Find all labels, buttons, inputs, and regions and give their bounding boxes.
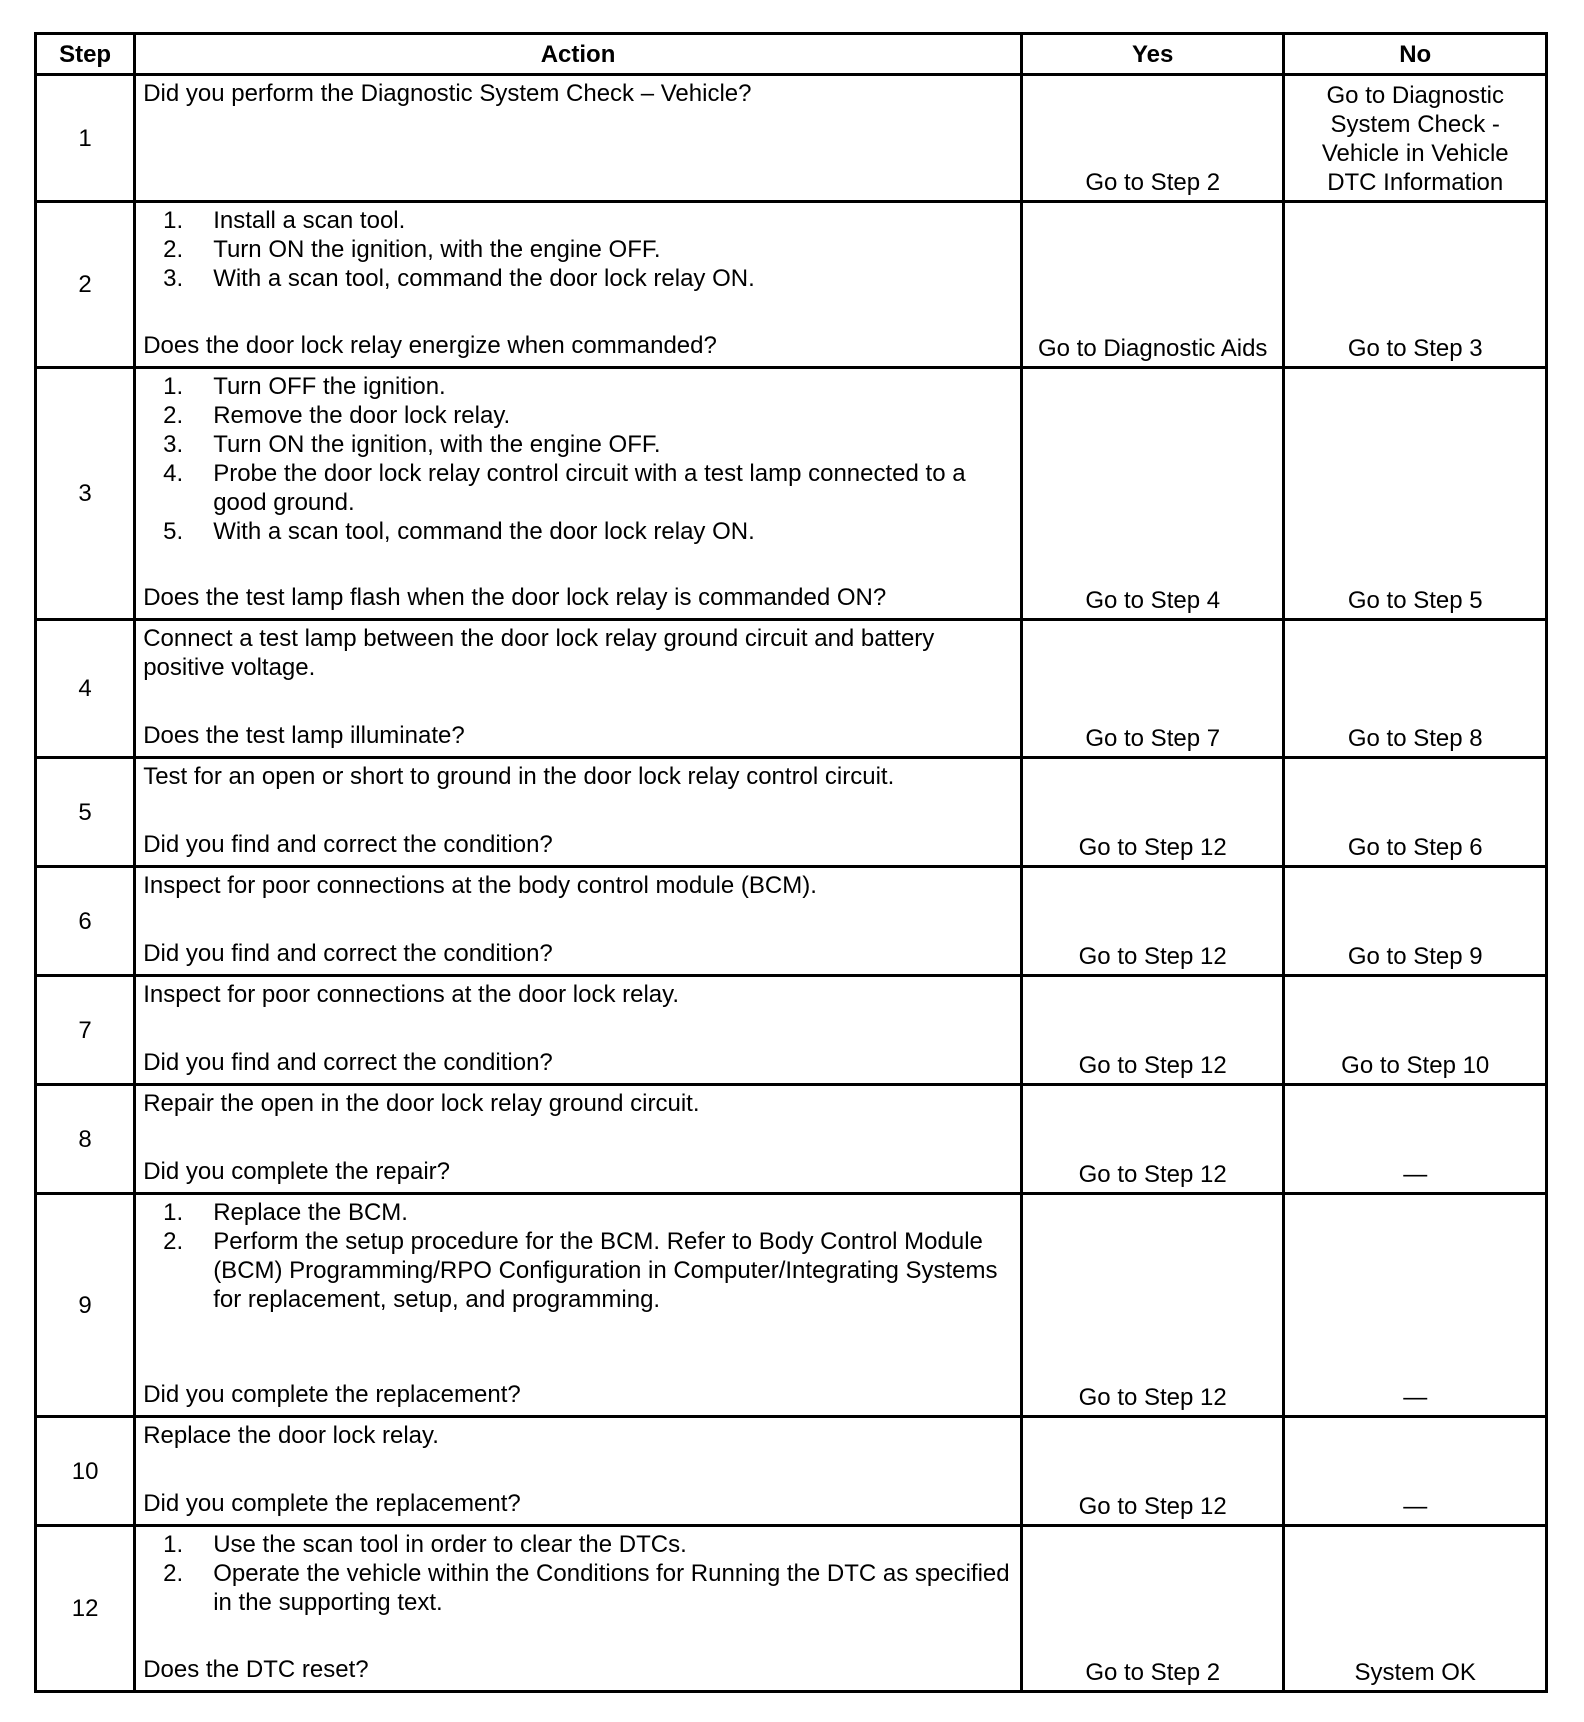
table-row [36, 202, 1547, 368]
action-cell [135, 867, 1022, 976]
step-number: 4 [36, 620, 135, 758]
no-result: Go to Step 8 [1284, 620, 1547, 758]
no-result: Go to Step 6 [1284, 758, 1547, 867]
action-intro: Replace the door lock relay. [143, 1422, 439, 1449]
list-item [143, 430, 1013, 459]
action-question: Did you find and correct the condition? [143, 1049, 553, 1076]
step-number: 10 [36, 1417, 135, 1526]
action-instructions [143, 980, 1013, 1009]
action-content [143, 1198, 1013, 1409]
yes-result: Go to Step 12 [1021, 976, 1284, 1085]
list-item-number: 2. [163, 236, 184, 263]
table-row [36, 1417, 1547, 1526]
yes-result: Go to Step 12 [1021, 1194, 1284, 1417]
table-row [36, 1194, 1547, 1417]
list-item-text: Install a scan tool. [213, 207, 406, 234]
header-yes: Yes [1021, 34, 1284, 75]
action-cell [135, 1085, 1022, 1194]
action-question: Did you complete the repair? [143, 1158, 451, 1185]
list-item-number: 2. [163, 402, 184, 429]
list-item-text: Replace the BCM. [213, 1199, 408, 1226]
action-content [143, 1089, 1013, 1186]
action-instructions [143, 79, 1013, 108]
action-instructions [143, 1530, 1013, 1617]
step-number: 1 [36, 75, 135, 202]
no-result: — [1284, 1194, 1547, 1417]
list-item-text: Turn OFF the ignition. [213, 373, 446, 400]
table-row [36, 1085, 1547, 1194]
list-item-number: 2. [163, 1560, 184, 1587]
table-row [36, 867, 1547, 976]
action-instructions [143, 762, 1013, 791]
action-instructions [143, 1421, 1013, 1450]
action-intro: Inspect for poor connections at the door lock relay. [143, 981, 680, 1008]
no-result: System OK [1284, 1526, 1547, 1692]
list-item [143, 517, 1013, 546]
action-question: Did you find and correct the condition? [143, 831, 553, 858]
action-cell [135, 1417, 1022, 1526]
no-result: Go to Step 10 [1284, 976, 1547, 1085]
table-body [36, 75, 1547, 1692]
header-action: Action [135, 34, 1022, 75]
no-result: — [1284, 1085, 1547, 1194]
yes-result: Go to Step 7 [1021, 620, 1284, 758]
action-cell [135, 75, 1022, 202]
action-instructions [143, 372, 1013, 546]
action-steps-list [143, 372, 1013, 546]
list-item-text: Remove the door lock relay. [213, 402, 511, 429]
list-item-text: Perform the setup procedure for the BCM. Refer to Body Control Module (BCM) Programming/RPO Configuration in Computer/Integrating Systems for replacement, setup, and programming. [213, 1228, 998, 1313]
action-intro: Inspect for poor connections at the body control module (BCM). [143, 872, 817, 899]
action-content [143, 206, 1013, 360]
action-question: Does the test lamp illuminate? [143, 722, 465, 749]
step-number: 5 [36, 758, 135, 867]
step-number: 7 [36, 976, 135, 1085]
action-cell [135, 1194, 1022, 1417]
action-intro: Test for an open or short to ground in the door lock relay control circuit. [143, 763, 895, 790]
table-row [36, 758, 1547, 867]
action-intro: Repair the open in the door lock relay ground circuit. [143, 1090, 700, 1117]
table-row [36, 1526, 1547, 1692]
yes-result: Go to Step 12 [1021, 867, 1284, 976]
list-item-text: Turn ON the ignition, with the engine OFF. [213, 236, 661, 263]
list-item [143, 1198, 1013, 1227]
list-item-text: With a scan tool, command the door lock relay ON. [213, 265, 755, 292]
action-cell [135, 1526, 1022, 1692]
action-content [143, 79, 1013, 194]
action-content [143, 1421, 1013, 1518]
no-result: Go to Step 3 [1284, 202, 1547, 368]
list-item-number: 1. [163, 1531, 184, 1558]
action-content [143, 624, 1013, 750]
action-steps-list [143, 1530, 1013, 1617]
action-content [143, 871, 1013, 968]
action-instructions [143, 1198, 1013, 1314]
list-item-text: Operate the vehicle within the Conditions for Running the DTC as specified in the supporting text. [213, 1560, 1010, 1616]
action-question: Does the DTC reset? [143, 1656, 369, 1683]
yes-result: Go to Step 12 [1021, 758, 1284, 867]
yes-result: Go to Step 12 [1021, 1085, 1284, 1194]
list-item-number: 5. [163, 518, 184, 545]
action-steps-list [143, 1198, 1013, 1314]
yes-result: Go to Step 2 [1021, 75, 1284, 202]
no-result: — [1284, 1417, 1547, 1526]
table-row [36, 75, 1547, 202]
header-row [36, 34, 1547, 75]
list-item [143, 206, 1013, 235]
table-row [36, 976, 1547, 1085]
header-no: No [1284, 34, 1547, 75]
list-item-number: 2. [163, 1228, 184, 1255]
yes-result: Go to Diagnostic Aids [1021, 202, 1284, 368]
table-row [36, 620, 1547, 758]
yes-result: Go to Step 4 [1021, 368, 1284, 620]
action-intro: Connect a test lamp between the door lock relay ground circuit and battery positive voltage. [143, 625, 935, 681]
action-cell [135, 758, 1022, 867]
list-item-text: Turn ON the ignition, with the engine OFF. [213, 431, 661, 458]
yes-result: Go to Step 2 [1021, 1526, 1284, 1692]
list-item [143, 264, 1013, 293]
list-item [143, 372, 1013, 401]
action-cell [135, 976, 1022, 1085]
action-instructions [143, 206, 1013, 293]
action-steps-list [143, 206, 1013, 293]
action-cell [135, 620, 1022, 758]
action-content [143, 980, 1013, 1077]
list-item [143, 401, 1013, 430]
no-result: Go to Step 9 [1284, 867, 1547, 976]
table-row [36, 368, 1547, 620]
action-instructions [143, 624, 1013, 682]
action-intro: Did you perform the Diagnostic System Check – Vehicle? [143, 80, 752, 107]
action-question: Does the door lock relay energize when commanded? [143, 332, 717, 359]
list-item-number: 4. [163, 460, 184, 487]
yes-result: Go to Step 12 [1021, 1417, 1284, 1526]
step-number: 2 [36, 202, 135, 368]
action-content [143, 1530, 1013, 1684]
action-content [143, 372, 1013, 612]
no-result: Go to Step 5 [1284, 368, 1547, 620]
action-cell [135, 202, 1022, 368]
step-number: 12 [36, 1526, 135, 1692]
action-question: Did you complete the replacement? [143, 1490, 521, 1517]
list-item-text: Use the scan tool in order to clear the DTCs. [213, 1531, 687, 1558]
list-item-text: With a scan tool, command the door lock relay ON. [213, 518, 755, 545]
diagnostic-table [34, 32, 1548, 1693]
header-step: Step [36, 34, 135, 75]
list-item [143, 1227, 1013, 1314]
action-instructions [143, 1089, 1013, 1118]
action-question: Did you complete the replacement? [143, 1381, 521, 1408]
action-instructions [143, 871, 1013, 900]
action-question: Does the test lamp flash when the door lock relay is commanded ON? [143, 584, 887, 611]
step-number: 9 [36, 1194, 135, 1417]
list-item [143, 235, 1013, 264]
list-item [143, 459, 1013, 517]
step-number: 8 [36, 1085, 135, 1194]
list-item [143, 1559, 1013, 1617]
action-question: Did you find and correct the condition? [143, 940, 553, 967]
list-item-text: Probe the door lock relay control circuit with a test lamp connected to a good ground. [213, 460, 966, 516]
action-cell [135, 368, 1022, 620]
list-item-number: 3. [163, 265, 184, 292]
step-number: 6 [36, 867, 135, 976]
list-item [143, 1530, 1013, 1559]
list-item-number: 3. [163, 431, 184, 458]
action-content [143, 762, 1013, 859]
list-item-number: 1. [163, 1199, 184, 1226]
list-item-number: 1. [163, 373, 184, 400]
list-item-number: 1. [163, 207, 184, 234]
step-number: 3 [36, 368, 135, 620]
no-result: Go to Diagnostic System Check - Vehicle in Vehicle DTC Information [1284, 75, 1547, 202]
